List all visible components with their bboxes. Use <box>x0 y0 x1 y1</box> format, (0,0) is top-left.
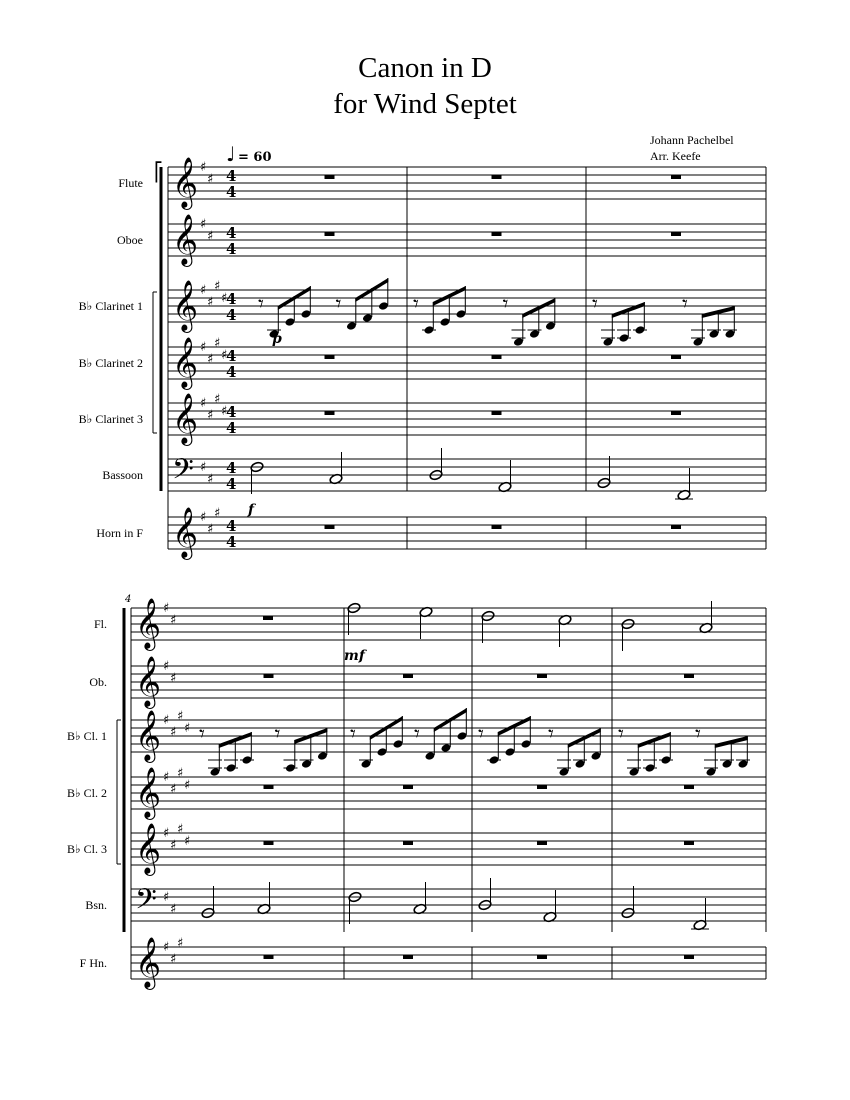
key-signature: ♯ <box>170 671 177 686</box>
half-note <box>329 452 343 485</box>
clef-treble: 𝄞 <box>135 710 162 761</box>
time-signature-denominator: 4 <box>226 533 237 551</box>
instrument-name-flute: Flute <box>118 176 143 190</box>
half-note <box>481 610 495 643</box>
half-note <box>621 618 635 651</box>
title-line-2: for Wind Septet <box>333 88 517 120</box>
clarinet1-beamed-eighths <box>691 306 737 347</box>
key-signature: ♯ <box>214 506 221 521</box>
half-note <box>257 882 271 915</box>
key-signature: ♯ <box>163 890 170 905</box>
whole-rest <box>684 674 694 678</box>
key-signature: ♯ <box>163 770 170 785</box>
key-signature: ♯ <box>200 217 207 232</box>
arranger: Arr. Keefe <box>650 149 701 163</box>
instrument-short-name-flute: Fl. <box>93 617 107 631</box>
whole-rest <box>492 175 502 179</box>
key-signature: ♯ <box>200 340 207 355</box>
clarinet1-eighth-rest: 𝄾 <box>592 292 598 317</box>
whole-rest <box>671 175 681 179</box>
whole-rest <box>325 355 335 359</box>
clarinet1-eighth-rest: 𝄾 <box>413 292 419 317</box>
half-note <box>691 898 709 931</box>
key-signature: ♯ <box>200 460 207 475</box>
clef-treble: 𝄞 <box>135 598 162 649</box>
whole-rest <box>492 411 502 415</box>
half-note <box>543 890 557 923</box>
clarinet1-beamed-eighths <box>284 728 328 773</box>
dynamic-clarinet1: p <box>272 331 282 347</box>
whole-rest <box>537 674 547 678</box>
clarinet1-beamed-eighths <box>208 732 254 777</box>
key-signature: ♯ <box>200 283 207 298</box>
half-note <box>621 886 635 919</box>
time-signature-numerator: 4 <box>226 290 237 308</box>
clef-treble: 𝄞 <box>172 337 199 388</box>
key-signature: ♯ <box>200 160 207 175</box>
key-signature: ♯ <box>221 348 228 363</box>
clef-treble: 𝄞 <box>172 157 199 208</box>
time-signature-denominator: 4 <box>226 419 237 437</box>
measure-number: 4 <box>125 594 132 605</box>
half-note <box>429 448 443 481</box>
clef-treble: 𝄞 <box>172 507 199 558</box>
whole-rest <box>684 841 694 845</box>
tempo-quarter-note-icon: ♩ <box>226 142 236 166</box>
whole-rest <box>264 674 274 678</box>
whole-rest <box>403 955 413 959</box>
key-signature: ♯ <box>177 709 184 724</box>
clarinet1-beamed-eighths <box>359 716 403 769</box>
key-signature: ♯ <box>163 601 170 616</box>
clarinet1-eighth-rest: 𝄾 <box>478 722 484 747</box>
half-note <box>478 878 492 911</box>
whole-rest <box>671 525 681 529</box>
time-signature-numerator: 4 <box>226 517 237 535</box>
key-signature: ♯ <box>221 291 228 306</box>
key-signature: ♯ <box>207 229 214 244</box>
half-note <box>347 602 361 635</box>
whole-rest <box>492 232 502 236</box>
clarinet1-beamed-eighths <box>346 278 389 331</box>
time-signature-denominator: 4 <box>226 475 237 493</box>
instrument-short-name-clarinet2: B♭ Cl. 2 <box>66 786 107 800</box>
key-signature: ♯ <box>170 902 177 917</box>
key-signature: ♯ <box>177 936 184 951</box>
whole-rest <box>325 525 335 529</box>
whole-rest <box>671 232 681 236</box>
whole-rest <box>684 785 694 789</box>
instrument-short-name-horn: F Hn. <box>79 956 107 970</box>
clarinet1-beamed-eighths <box>487 716 531 765</box>
half-note <box>419 606 433 639</box>
key-signature: ♯ <box>177 822 184 837</box>
time-signature-numerator: 4 <box>226 167 237 185</box>
time-signature-denominator: 4 <box>226 240 237 258</box>
clef-treble: 𝄞 <box>135 767 162 818</box>
key-signature: ♯ <box>170 952 177 967</box>
instrument-name-horn: Horn in F <box>96 526 143 540</box>
key-signature: ♯ <box>200 510 207 525</box>
whole-rest <box>684 955 694 959</box>
key-signature: ♯ <box>214 392 221 407</box>
clarinet1-eighth-rest: 𝄾 <box>618 722 624 747</box>
key-signature: ♯ <box>170 782 177 797</box>
system-1-bracket-top: ⎡ <box>154 162 163 183</box>
key-signature: ♯ <box>163 826 170 841</box>
clef-treble: 𝄞 <box>172 393 199 444</box>
clef-bass: 𝄢 <box>172 453 194 493</box>
clarinet1-eighth-rest: 𝄾 <box>274 722 281 747</box>
time-signature-numerator: 4 <box>226 403 237 421</box>
time-signature-denominator: 4 <box>226 183 237 201</box>
key-signature: ♯ <box>207 472 214 487</box>
key-signature: ♯ <box>214 336 221 351</box>
whole-rest <box>403 785 413 789</box>
key-signature: ♯ <box>163 659 170 674</box>
whole-rest <box>492 525 502 529</box>
time-signature-denominator: 4 <box>226 363 237 381</box>
time-signature-numerator: 4 <box>226 224 237 242</box>
clef-bass: 𝄢 <box>135 883 157 923</box>
whole-rest <box>537 841 547 845</box>
clarinet1-beamed-eighths <box>422 286 466 335</box>
whole-rest <box>325 232 335 236</box>
half-note <box>413 882 427 915</box>
whole-rest <box>403 674 413 678</box>
instrument-name-clarinet2: B♭ Clarinet 2 <box>78 356 143 370</box>
time-signature-numerator: 4 <box>226 459 237 477</box>
instrument-name-oboe: Oboe <box>117 233 143 247</box>
clarinet1-eighth-rest: 𝄾 <box>199 722 205 747</box>
clarinet1-eighth-rest: 𝄾 <box>548 722 554 747</box>
key-signature: ♯ <box>200 396 207 411</box>
whole-rest <box>264 785 274 789</box>
whole-rest <box>537 955 547 959</box>
key-signature: ♯ <box>221 404 228 419</box>
instrument-short-name-clarinet1: B♭ Cl. 1 <box>66 729 107 743</box>
whole-rest <box>671 355 681 359</box>
half-note <box>201 886 215 919</box>
clarinet1-beamed-eighths <box>601 302 647 347</box>
key-signature: ♯ <box>170 613 177 628</box>
key-signature: ♯ <box>163 940 170 955</box>
key-signature: ♯ <box>214 279 221 294</box>
instrument-short-name-oboe: Ob. <box>89 675 107 689</box>
whole-rest <box>537 785 547 789</box>
time-signature-denominator: 4 <box>226 306 237 324</box>
half-note <box>558 614 572 647</box>
instrument-short-name-clarinet3: B♭ Cl. 3 <box>66 842 107 856</box>
clarinet1-eighth-rest: 𝄾 <box>682 292 688 317</box>
key-signature: ♯ <box>184 721 191 736</box>
clarinet1-eighth-rest: 𝄾 <box>695 722 701 747</box>
clef-treble: 𝄞 <box>135 937 162 988</box>
half-note <box>498 460 512 493</box>
key-signature: ♯ <box>170 725 177 740</box>
clarinet1-eighth-rest: 𝄾 <box>335 292 342 317</box>
key-signature: ♯ <box>177 766 184 781</box>
instrument-name-clarinet3: B♭ Clarinet 3 <box>78 412 143 426</box>
composer: Johann Pachelbel <box>650 133 734 147</box>
clarinet1-beamed-eighths <box>704 736 750 777</box>
whole-rest <box>263 616 273 620</box>
time-signature-numerator: 4 <box>226 347 237 365</box>
half-note <box>675 468 693 501</box>
key-signature: ♯ <box>163 713 170 728</box>
whole-rest <box>264 841 274 845</box>
whole-rest <box>403 841 413 845</box>
whole-rest <box>671 411 681 415</box>
half-note <box>699 601 713 634</box>
clarinet1-eighth-rest: 𝄾 <box>350 722 356 747</box>
whole-rest <box>492 355 502 359</box>
clarinet1-eighth-rest: 𝄾 <box>502 292 509 317</box>
key-signature: ♯ <box>170 838 177 853</box>
clef-treble: 𝄞 <box>172 214 199 265</box>
key-signature: ♯ <box>207 295 214 310</box>
key-signature: ♯ <box>207 172 214 187</box>
key-signature: ♯ <box>184 778 191 793</box>
instrument-short-name-bassoon: Bsn. <box>85 898 107 912</box>
clarinet1-eighth-rest: 𝄾 <box>258 292 264 317</box>
title-line-1: Canon in D <box>358 52 492 84</box>
clarinet1-beamed-eighths <box>627 732 673 777</box>
half-note <box>348 891 362 924</box>
instrument-name-bassoon: Bassoon <box>102 468 143 482</box>
clef-treble: 𝄞 <box>135 823 162 874</box>
half-note <box>597 456 611 489</box>
key-signature: ♯ <box>207 408 214 423</box>
whole-rest <box>325 175 335 179</box>
key-signature: ♯ <box>207 522 214 537</box>
instrument-name-clarinet1: B♭ Clarinet 1 <box>78 299 143 313</box>
whole-rest <box>264 955 274 959</box>
clarinet1-eighth-rest: 𝄾 <box>414 722 420 747</box>
clef-treble: 𝄞 <box>172 280 199 331</box>
clef-treble: 𝄞 <box>135 656 162 707</box>
whole-rest <box>325 411 335 415</box>
dynamic-flute: mf <box>344 648 365 664</box>
clarinet1-beamed-eighths <box>425 708 468 761</box>
key-signature: ♯ <box>207 352 214 367</box>
tempo-marking: = 60 <box>238 150 272 165</box>
key-signature: ♯ <box>184 834 191 849</box>
half-note <box>250 461 264 494</box>
dynamic-bassoon: f <box>248 502 255 518</box>
